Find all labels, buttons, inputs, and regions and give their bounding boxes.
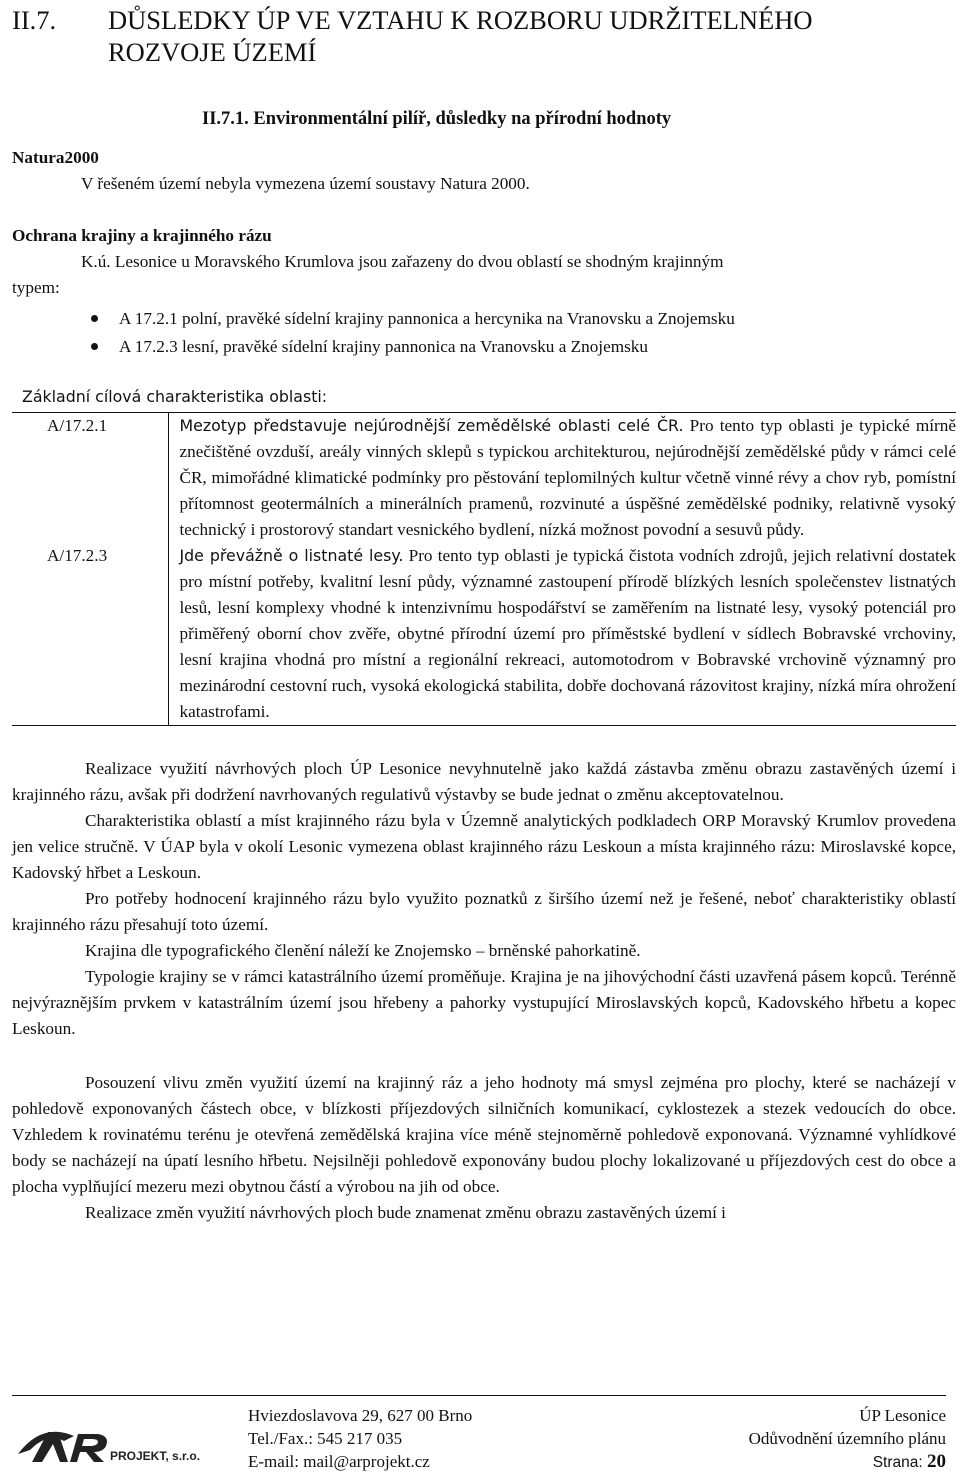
chapter-heading <box>12 0 956 68</box>
landscape-title: Ochrana krajiny a krajinného rázu <box>12 226 272 245</box>
area-lead: Jde převážně o listnaté lesy. <box>179 546 404 565</box>
characteristics-heading: Základní cílová charakteristika oblasti: <box>22 387 328 406</box>
document-info <box>749 1404 946 1474</box>
company-logo <box>12 1414 227 1472</box>
area-code: A/17.2.1 <box>12 413 168 544</box>
table-row <box>12 543 956 726</box>
paragraph: Realizace změn využití návrhových ploch bude znamenat změnu obrazu zastavěných území i <box>85 1203 726 1222</box>
chapter-title-line1: DŮSLEDKY ÚP VE VZTAHU K ROZBORU UDRŽITELNÉHO <box>108 5 813 35</box>
body-text <box>12 756 956 1226</box>
paragraph: Pro potřeby hodnocení krajinného rázu bylo využito poznatků z širšího území než je řešené, neboť charakteristiky oblastí krajinného rázu přesahují toto území. <box>12 889 956 934</box>
list-item: A 17.2.3 lesní, pravěké sídelní krajiny pannonica na Vranovsku a Znojemsku <box>12 333 956 361</box>
company-contact <box>248 1404 472 1473</box>
document-page <box>12 0 956 1226</box>
area-text: Pro tento typ oblasti je typická čistota vodních zdrojů, jejich relativní dostatek pro místní potřeby, kvalitní lesní půdy, významné zastoupení přírodě blízkých lesních společenstev listnatých lesů, lesní komplexy vhodné k intenzivnímu hospodářství se zaměřením na listnaté lesy, vysoký potenciál pro přiměřený oborní chov zvěře, obytné přírodní území pro příměstské bydlení v sídlech Bobravské vrchoviny, lesní krajina vhodná pro místní a regionální rekreaci, automotodrom v Bobravské vrchovině významný pro mezinárodní cestovní ruch, vysoká ekologická stabilita, dobře dochovaná rázovitost krajiny, nízká míra ohrožení katastrofami. <box>179 546 956 721</box>
natura-title: Natura2000 <box>12 148 99 167</box>
chapter-number: II.7. <box>12 5 57 35</box>
paragraph: Charakteristika oblastí a míst krajinného rázu byla v Územně analytických podkladech ORP Moravský Krumlov provedena jen velice stručně. V ÚAP byla v okolí Lesonic vymezena oblast krajinného rázu Leskoun a místa krajinného rázu: Miroslavské kopce, Kadovský hřbet a Leskoun. <box>12 811 956 882</box>
company-email: E-mail: mail@arprojekt.cz <box>248 1452 430 1471</box>
natura-text: V řešeném území nebyla vymezena území soustavy Natura 2000. <box>81 174 530 193</box>
company-address: Hviezdoslavova 29, 627 00 Brno <box>248 1406 473 1425</box>
area-description <box>168 413 956 544</box>
area-description <box>168 543 956 726</box>
page-label: Strana: <box>872 1454 923 1471</box>
paragraph: Realizace využití návrhových ploch ÚP Lesonice nevyhnutelně jako každá zástavba změnu obrazu zastavěných území i krajinného rázu, avšak při dodržení navrhovaných regulativů výstavby se bude jednat o změnu akceptovatelnou. <box>12 759 956 804</box>
landscape-type-list <box>12 305 956 361</box>
paragraph: Krajina dle typografického členění náleží ke Znojemsko – brněnské pahorkatině. <box>85 941 641 960</box>
page-number-value: 20 <box>927 1451 946 1472</box>
characteristics-table <box>12 412 956 726</box>
list-item: A 17.2.1 polní, pravěké sídelní krajiny pannonica a hercynika na Vranovsku a Znojemsku <box>12 305 956 333</box>
logo-text: PROJEKT, s.r.o. <box>110 1449 201 1463</box>
chapter-title-line2: ROZVOJE ÚZEMÍ <box>108 37 317 67</box>
paragraph: Posouzení vlivu změn využití území na krajinný ráz a jeho hodnoty má smysl zejména pro plochy, které se nacházejí v pohledově exponovaných částech obce, v blízkosti příjezdových silničních komunikací, cyklostezek a stezek vedoucích do obce. Vzhledem k rovinatému terénu je otevřená zemědělská krajina více méně stejnoměrně pohledově exponovaná. Významné vyhlídkové body se nacházejí na úpatí lesního hřbetu. Nejsilněji pohledově exponovány budou plochy lokalizované u příjezdových cest do obce a plocha vyplňující mezeru mezi obytnou částí a výrobou na jih od obce. <box>12 1073 956 1196</box>
area-lead: Mezotyp představuje nejúrodnější zemědělské oblasti celé ČR. <box>179 416 684 435</box>
page-footer <box>12 1395 946 1480</box>
paragraph: Typologie krajiny se v rámci katastrálního území proměňuje. Krajina je na jihovýchodní části uzavřená pásem kopců. Terénně nejvýraznějším prvkem v katastrálním území jsou hřebeny a pahorky vystupující Miroslavských kopců, Kadovského hřbetu a kopec Leskoun. <box>12 967 956 1038</box>
section-heading: II.7.1. Environmentální pilíř, důsledky na přírodní hodnoty <box>202 109 672 129</box>
landscape-intro-cont: typem: <box>12 278 60 297</box>
area-text: Pro tento typ oblasti je typické mírně znečištěné ovzduší, areály vinných sklepů s typickou architekturou, nejúrodnější zemědělské půdy v rámci celé ČR, mimořádné klimatické podmínky pro pěstování teplomilných kultur včetně vinné révy a chov ryb, pomístní přítomnost geotermálních a minerálních pramenů, rozvinuté a úspěšné zemědělské podniky, relativně vysoký technický i prostorový standart vesnického bydlení, nízká možnost povodní a sesuvů půdy. <box>179 416 956 539</box>
page-number <box>749 1450 946 1474</box>
landscape-intro: K.ú. Lesonice u Moravského Krumlova jsou zařazeny do dvou oblastí se shodným krajinným <box>81 252 724 271</box>
company-phone: Tel./Fax.: 545 217 035 <box>248 1429 403 1448</box>
area-code: A/17.2.3 <box>12 543 168 726</box>
document-name: ÚP Lesonice <box>859 1406 946 1425</box>
document-subtitle: Odůvodnění územního plánu <box>748 1429 946 1448</box>
table-row <box>12 413 956 544</box>
